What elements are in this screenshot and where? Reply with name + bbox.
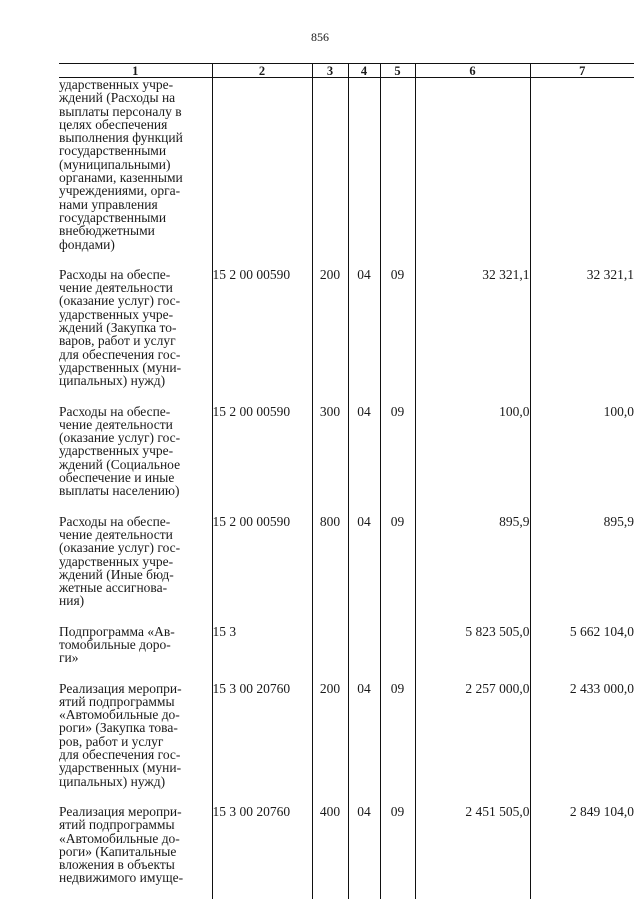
amount-cell: 2 451 505,0 xyxy=(415,805,530,885)
amount-cell: 895,9 xyxy=(530,515,634,608)
expense-type-cell xyxy=(312,625,348,665)
table-row xyxy=(59,78,634,251)
subsection-cell: 09 xyxy=(380,682,415,788)
section-cell: 04 xyxy=(348,682,380,788)
section-cell xyxy=(348,625,380,665)
column-header: 5 xyxy=(380,64,415,78)
section-cell: 04 xyxy=(348,405,380,498)
amount-cell: 32 321,1 xyxy=(415,268,530,388)
row-spacer xyxy=(59,608,634,625)
table-row xyxy=(59,805,634,885)
amount-cell: 32 321,1 xyxy=(530,268,634,388)
amount-cell: 2 433 000,0 xyxy=(530,682,634,788)
page-number: 856 xyxy=(311,30,329,44)
target-code-cell: 15 3 00 20760 xyxy=(212,682,312,788)
subsection-cell: 09 xyxy=(380,405,415,498)
amount-cell xyxy=(530,78,634,251)
expense-type-cell xyxy=(312,78,348,251)
expense-type-cell: 300 xyxy=(312,405,348,498)
table-row xyxy=(59,682,634,788)
column-header: 4 xyxy=(348,64,380,78)
description-cell: Расходы на обеспе- чение деятельности (оказание услуг) гос- ударственных учре- ждений (Социальное обеспечение и иные выплаты населению) xyxy=(59,403,181,499)
column-header: 2 xyxy=(212,64,312,78)
target-code-cell xyxy=(212,78,312,251)
description-cell: Расходы на обеспе- чение деятельности (оказание услуг) гос- ударственных учре- ждений (Иные бюд- жетные ассигнова- ния) xyxy=(59,513,181,609)
target-code-cell: 15 2 00 00590 xyxy=(212,268,312,388)
table-row xyxy=(59,515,634,608)
amount-cell: 2 257 000,0 xyxy=(415,682,530,788)
section-cell: 04 xyxy=(348,268,380,388)
table-header-row xyxy=(59,64,634,78)
target-code-cell: 15 2 00 00590 xyxy=(212,405,312,498)
table-row xyxy=(59,625,634,665)
amount-cell: 5 662 104,0 xyxy=(530,625,634,665)
amount-cell: 100,0 xyxy=(530,405,634,498)
table-row xyxy=(59,268,634,388)
subsection-cell: 09 xyxy=(380,515,415,608)
target-code-cell: 15 2 00 00590 xyxy=(212,515,312,608)
amount-cell: 100,0 xyxy=(415,405,530,498)
target-code-cell: 15 3 xyxy=(212,625,312,665)
amount-cell: 5 823 505,0 xyxy=(415,625,530,665)
amount-cell xyxy=(415,78,530,251)
section-cell: 04 xyxy=(348,805,380,885)
description-cell: Расходы на обеспе- чение деятельности (оказание услуг) гос- ударственных учре- ждений (Закупка то- варов, работ и услуг для обеспечения гос- ударственных (муни- ципальных) нужд) xyxy=(59,266,182,389)
row-spacer xyxy=(59,498,634,515)
row-spacer xyxy=(59,251,634,268)
description-cell: ударственных учре- ждений (Расходы на выплаты персоналу в целях обеспечения выполнения функций государственными (муниципальными) органами, казенными учреждениями, орга- нами управления государственными внебюджетными фондами) xyxy=(59,77,183,252)
section-cell: 04 xyxy=(348,515,380,608)
expense-type-cell: 400 xyxy=(312,805,348,885)
row-spacer xyxy=(59,388,634,405)
amount-cell: 2 849 104,0 xyxy=(530,805,634,885)
row-spacer xyxy=(59,788,634,805)
row-spacer xyxy=(59,885,634,899)
subsection-cell xyxy=(380,78,415,251)
column-header: 7 xyxy=(530,64,634,78)
column-header: 3 xyxy=(312,64,348,78)
expense-type-cell: 800 xyxy=(312,515,348,608)
subsection-cell: 09 xyxy=(380,805,415,885)
expense-type-cell: 200 xyxy=(312,268,348,388)
subsection-cell xyxy=(380,625,415,665)
target-code-cell: 15 3 00 20760 xyxy=(212,805,312,885)
description-cell: Реализация меропри- ятий подпрограммы «Автомобильные до- роги» (Капитальные вложения в объекты недвижимого имуще- xyxy=(59,803,184,886)
expense-type-cell: 200 xyxy=(312,682,348,788)
subsection-cell: 09 xyxy=(380,268,415,388)
section-cell xyxy=(348,78,380,251)
column-header: 1 xyxy=(59,64,212,78)
budget-table xyxy=(59,63,634,899)
description-cell: Реализация меропри- ятий подпрограммы «Автомобильные до- роги» (Закупка това- ров, работ и услуг для обеспечения гос- ударственных (муни- ципальных) нужд) xyxy=(59,680,182,789)
row-spacer xyxy=(59,665,634,682)
column-header: 6 xyxy=(415,64,530,78)
table-row xyxy=(59,405,634,498)
amount-cell: 895,9 xyxy=(415,515,530,608)
description-cell: Подпрограмма «Ав- томобильные доро- ги» xyxy=(59,623,175,666)
